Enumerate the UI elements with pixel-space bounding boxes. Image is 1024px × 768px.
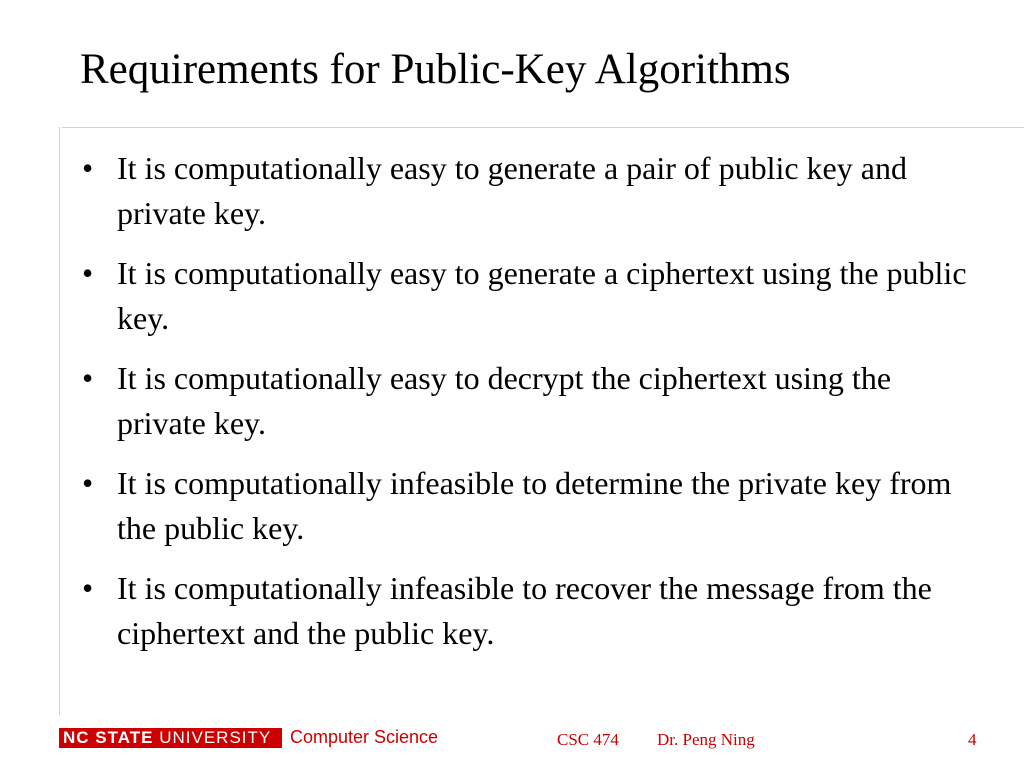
bullet-list	[80, 146, 980, 671]
bullet-item	[80, 356, 980, 446]
logo-light-text: UNIVERSITY	[153, 728, 272, 747]
slide-title: Requirements for Public-Key Algorithms	[80, 46, 791, 93]
bullet-item	[80, 146, 980, 236]
bullet-text: It is computationally easy to generate a ciphertext using the public key.	[117, 255, 967, 336]
course-label: CSC 474	[557, 730, 619, 749]
bullet-icon: •	[82, 150, 94, 186]
slide-footer	[0, 720, 1024, 760]
page-number: 4	[968, 730, 977, 749]
instructor-label: Dr. Peng Ning	[657, 730, 755, 749]
bullet-icon: •	[82, 255, 94, 291]
department-label: Computer Science	[290, 727, 439, 747]
university-logo	[59, 728, 282, 748]
left-margin-divider	[59, 127, 60, 715]
bullet-text: It is computationally easy to decrypt the ciphertext using the private key.	[117, 360, 892, 441]
bullet-text: It is computationally infeasible to determine the private key from the public key.	[117, 465, 952, 546]
title-divider	[62, 127, 1024, 128]
bullet-text: It is computationally infeasible to recover the message from the ciphertext and the public key.	[117, 570, 932, 651]
bullet-text: It is computationally easy to generate a pair of public key and private key.	[117, 150, 907, 231]
logo-bold-text: NC STATE	[63, 728, 154, 747]
bullet-item	[80, 251, 980, 341]
bullet-item	[80, 461, 980, 551]
bullet-icon: •	[82, 360, 94, 396]
bullet-icon: •	[82, 570, 94, 606]
bullet-icon: •	[82, 465, 94, 501]
bullet-item	[80, 566, 980, 656]
